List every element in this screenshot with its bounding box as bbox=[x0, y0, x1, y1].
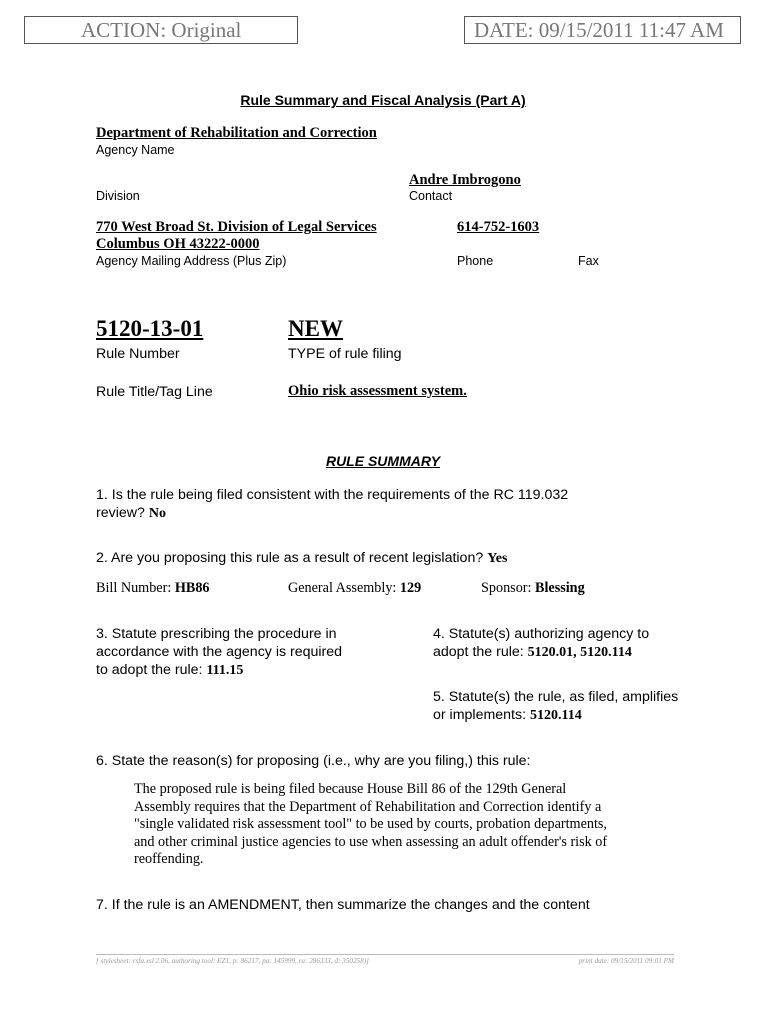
rule-title: Ohio risk assessment system. bbox=[288, 383, 467, 399]
bill-number: Bill Number: HB86 bbox=[96, 580, 210, 596]
question-5: 5. Statute(s) the rule, as filed, amplifies or implements: 5120.114 bbox=[433, 689, 679, 723]
agency-name-label: Agency Name bbox=[96, 143, 175, 157]
rule-type: NEW bbox=[288, 316, 343, 341]
question-6: 6. State the reason(s) for proposing (i.e., why are you filing,) this rule: bbox=[96, 753, 531, 769]
q4-answer: 5120.01, 5120.114 bbox=[527, 645, 632, 660]
rule-title-label: Rule Title/Tag Line bbox=[96, 384, 213, 400]
footer-divider bbox=[96, 954, 674, 955]
rule-type-label: TYPE of rule filing bbox=[288, 346, 402, 362]
agency-name: Department of Rehabilitation and Correction bbox=[96, 125, 377, 141]
action-text: ACTION: Original bbox=[81, 18, 242, 42]
rule-summary-heading: RULE SUMMARY bbox=[325, 453, 441, 469]
question-2: 2. Are you proposing this rule as a result of recent legislation? Yes bbox=[96, 550, 508, 566]
q6-answer: The proposed rule is being filed because House Bill 86 of the 129th General Assembly requires that the Department of Rehabilitation and Correction identify a "single validated risk assessment tool" to be used by courts, probation departments, and other criminal justice agencies to use when assessing an adult offender's risk of reoffending. bbox=[134, 781, 608, 867]
question-4: 4. Statute(s) authorizing agency to adopt the rule: 5120.01, 5120.114 bbox=[433, 626, 650, 660]
question-3: 3. Statute prescribing the procedure in accordance with the agency is required to adopt the rule: 111.15 bbox=[96, 626, 343, 678]
question-7: 7. If the rule is an AMENDMENT, then summarize the changes and the content bbox=[96, 897, 590, 913]
contact-label: Contact bbox=[409, 189, 453, 203]
page-title: Rule Summary and Fiscal Analysis (Part A) bbox=[240, 92, 526, 108]
q3-answer: 111.15 bbox=[206, 663, 244, 678]
address-label: Agency Mailing Address (Plus Zip) bbox=[96, 254, 287, 268]
q1-answer: No bbox=[148, 506, 166, 521]
date-text: DATE: 09/15/2011 11:47 AM bbox=[474, 18, 724, 42]
contact-name: Andre Imbrogono bbox=[409, 172, 521, 188]
address-line1: 770 West Broad St. Division of Legal Services bbox=[96, 219, 377, 235]
sponsor: Sponsor: Blessing bbox=[481, 580, 585, 596]
phone-number: 614-752-1603 bbox=[457, 219, 540, 235]
general-assembly: General Assembly: 129 bbox=[288, 580, 422, 596]
footer-print-date: print date: 09/15/2011 09:01 PM bbox=[578, 957, 674, 965]
action-box bbox=[24, 16, 298, 44]
question-1: 1. Is the rule being filed consistent with the requirements of the RC 119.032 review? No bbox=[96, 487, 569, 521]
phone-label: Phone bbox=[457, 254, 494, 268]
fax-label: Fax bbox=[578, 254, 599, 268]
date-box bbox=[464, 16, 741, 44]
address-line2: Columbus OH 43222-0000 bbox=[96, 236, 260, 252]
q5-answer: 5120.114 bbox=[530, 708, 582, 723]
footer-meta: [ stylesheet: rsfa.xsl 2.06, authoring tool: EZ1, p: 86217, pa: 145999, ra: 286333, d: 350258)] bbox=[96, 957, 369, 965]
division-label: Division bbox=[96, 189, 140, 203]
rule-number-label: Rule Number bbox=[96, 346, 180, 362]
q2-answer: Yes bbox=[487, 551, 508, 566]
rule-number: 5120-13-01 bbox=[96, 316, 204, 341]
